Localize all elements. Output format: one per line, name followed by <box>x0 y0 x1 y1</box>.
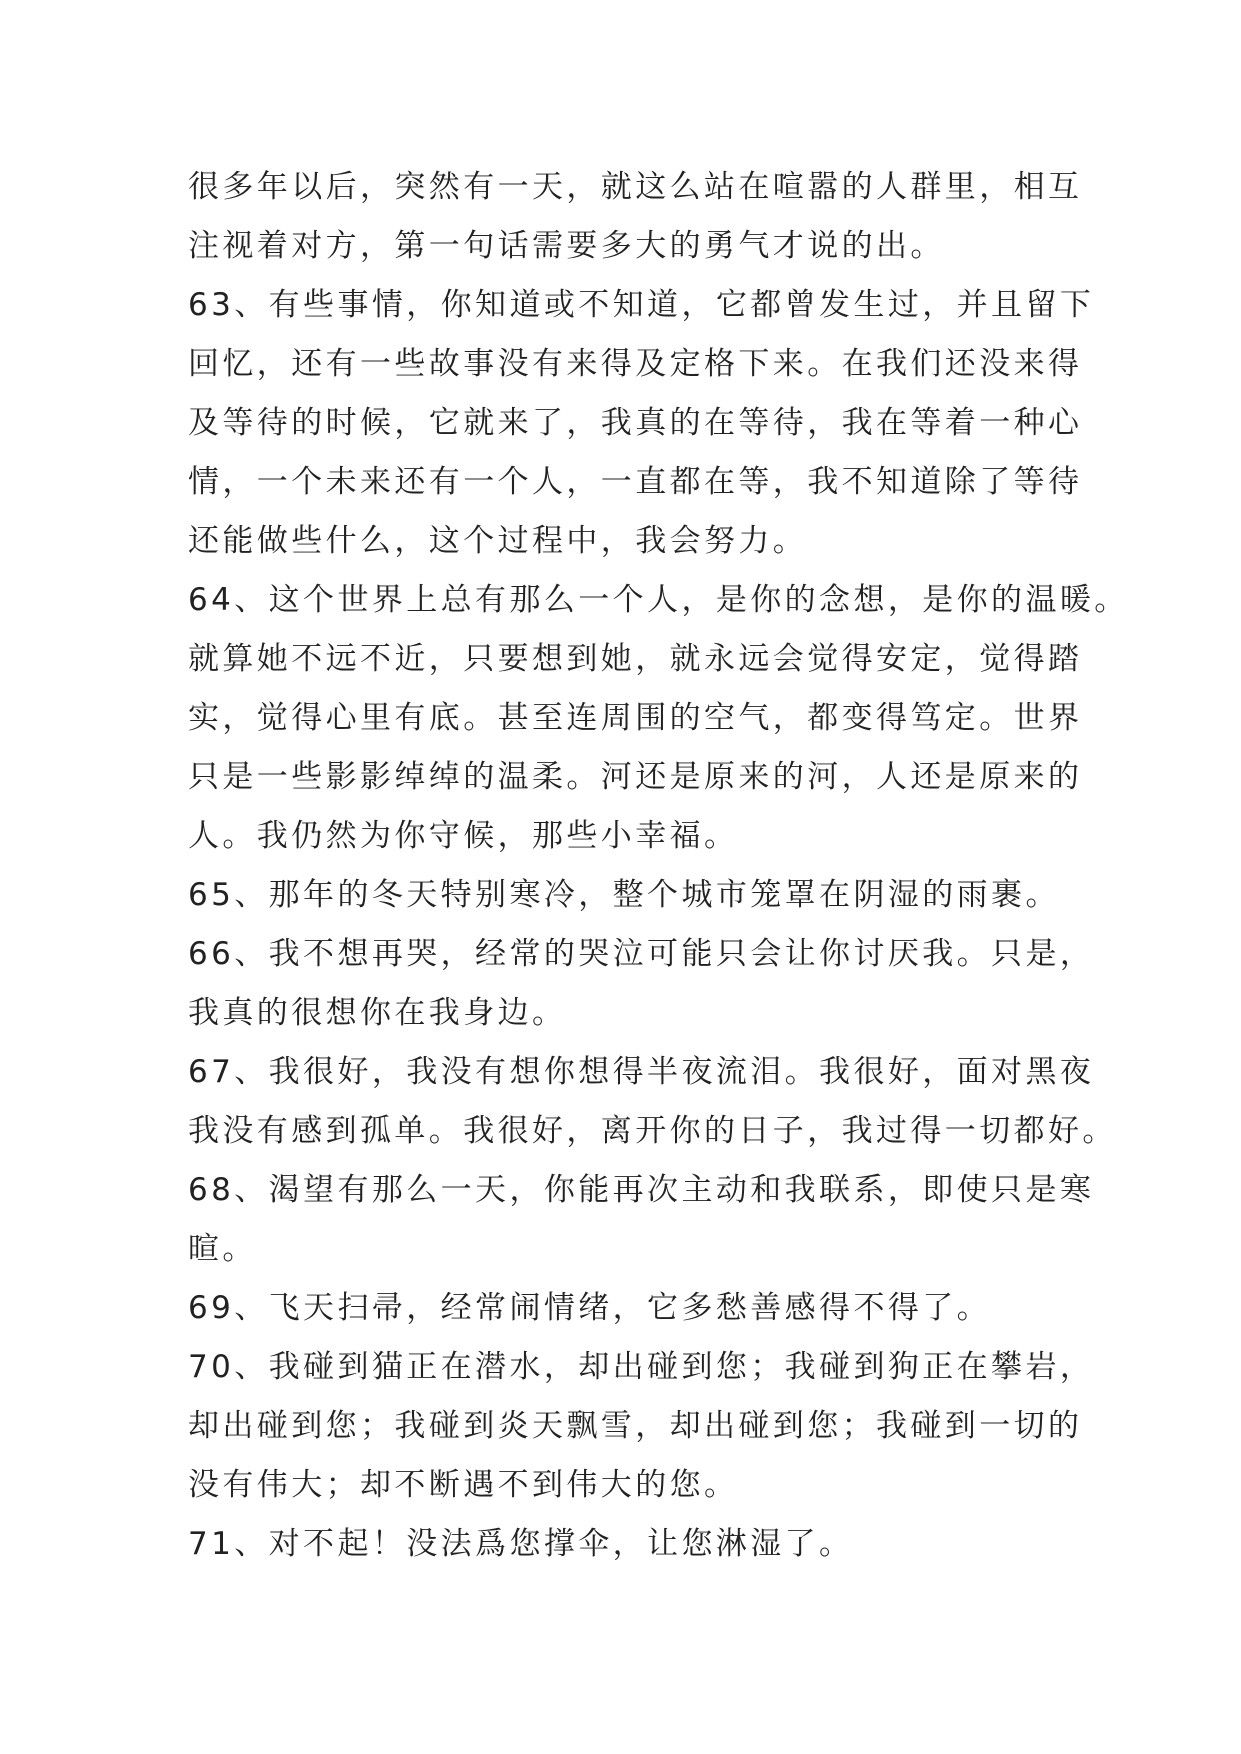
text-line: 没有伟大；却不断遇不到伟大的您。 <box>188 1467 739 1503</box>
text-line: 66、我不想再哭，经常的哭泣可能只会让你讨厌我。只是， <box>188 936 1095 972</box>
text-line: 及等待的时候，它就来了，我真的在等待，我在等着一种心 <box>188 405 1083 441</box>
text-line: 人。我仍然为你守候，那些小幸福。 <box>188 818 739 854</box>
text-line: 65、那年的冬天特别寒冷，整个城市笼罩在阴湿的雨裹。 <box>188 877 1060 913</box>
document-body <box>188 158 1129 1574</box>
text-line: 70、我碰到猫正在潜水，却出碰到您；我碰到狗正在攀岩， <box>188 1349 1095 1385</box>
text-line: 却出碰到您；我碰到炎天飘雪，却出碰到您；我碰到一切的 <box>188 1408 1083 1444</box>
text-line: 情，一个未来还有一个人，一直都在等，我不知道除了等待 <box>188 464 1083 500</box>
text-line: 69、飞天扫帚，经常闹情绪，它多愁善感得不得了。 <box>188 1290 992 1326</box>
text-line: 我真的很想你在我身边。 <box>188 995 567 1031</box>
text-line: 暄。 <box>188 1231 257 1267</box>
text-line: 还能做些什么，这个过程中，我会努力。 <box>188 523 808 559</box>
text-line: 我没有感到孤单。我很好，离开你的日子，我过得一切都好。 <box>188 1113 1117 1149</box>
text-line: 只是一些影影绰绰的温柔。河还是原来的河，人还是原来的 <box>188 759 1083 795</box>
text-line: 64、这个世界上总有那么一个人，是你的念想，是你的温暖。 <box>188 582 1129 618</box>
text-line: 实，觉得心里有底。甚至连周围的空气，都变得笃定。世界 <box>188 700 1083 736</box>
text-line: 67、我很好，我没有想你想得半夜流泪。我很好，面对黑夜 <box>188 1054 1095 1090</box>
text-line: 71、对不起！没法爲您撑伞，让您淋湿了。 <box>188 1526 854 1562</box>
text-line: 很多年以后，突然有一天，就这么站在喧嚣的人群里，相互 <box>188 169 1083 205</box>
text-line: 63、有些事情，你知道或不知道，它都曾发生过，并且留下 <box>188 287 1095 323</box>
text-line: 就算她不远不近，只要想到她，就永远会觉得安定，觉得踏 <box>188 641 1083 677</box>
text-line: 68、渴望有那么一天，你能再次主动和我联系，即使只是寒 <box>188 1172 1095 1208</box>
text-line: 注视着对方，第一句话需要多大的勇气才说的出。 <box>188 228 945 264</box>
text-line: 回忆，还有一些故事没有来得及定格下来。在我们还没来得 <box>188 346 1083 382</box>
